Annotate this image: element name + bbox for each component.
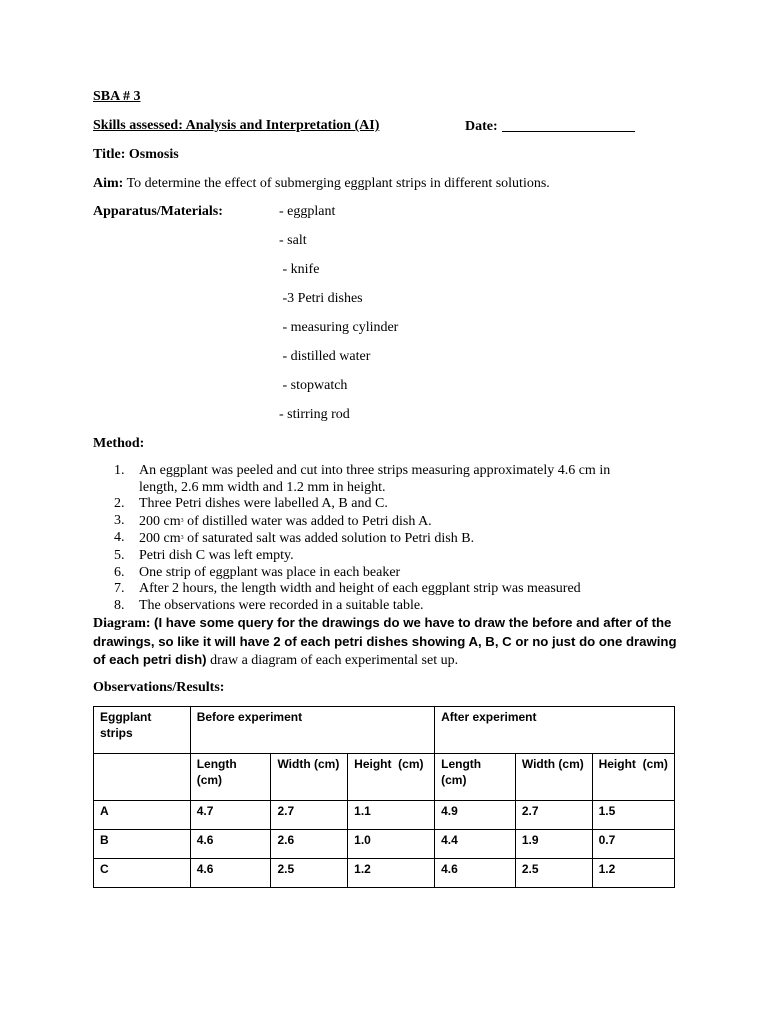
strip-cell: C xyxy=(94,859,191,888)
apparatus-item: - eggplant xyxy=(279,204,336,219)
diagram-query: (I have some query for the drawings do we have to draw the before and after of the drawings, so like it will have 2 of each petri dishes showing A, B, C or no just do one drawing of each petri dish) xyxy=(93,615,677,667)
value-cell: 4.9 xyxy=(435,801,516,830)
step-text: of saturated salt was added solution to Petri dish B. xyxy=(183,531,475,547)
value-cell: 2.7 xyxy=(271,801,348,830)
method-step xyxy=(93,565,693,582)
table-cell-empty xyxy=(94,754,191,801)
skills-label: Skills assessed: Analysis and Interpretation (AI) xyxy=(93,118,380,133)
title-label: Title: xyxy=(93,147,126,162)
value-cell: 1.9 xyxy=(515,830,592,859)
subheader-cell: Width (cm) xyxy=(271,754,348,801)
step-number: 3. xyxy=(114,512,125,528)
step-text: One strip of eggplant was place in each beaker xyxy=(139,564,401,580)
value-cell: 1.2 xyxy=(592,859,674,888)
step-number: 5. xyxy=(114,547,125,563)
date-label: Date: xyxy=(465,119,498,134)
subheader-cell: Height (cm) xyxy=(592,754,674,801)
value-cell: 4.6 xyxy=(435,859,516,888)
value-cell: 2.6 xyxy=(271,830,348,859)
step-text-continued: length, 2.6 mm width and 1.2 mm in height. xyxy=(139,479,386,495)
value-cell: 4.7 xyxy=(190,801,271,830)
superscript: 3 xyxy=(180,517,184,524)
method-step xyxy=(93,581,693,598)
diagram-label: Diagram: xyxy=(93,616,151,631)
method-list xyxy=(93,463,693,614)
method-step xyxy=(93,496,693,513)
value-cell: 0.7 xyxy=(592,830,674,859)
table-row xyxy=(94,801,675,830)
column-header-before: Before experiment xyxy=(190,707,434,754)
apparatus-item: - stopwatch xyxy=(279,378,348,393)
step-number: 7. xyxy=(114,581,125,597)
value-cell: 4.6 xyxy=(190,830,271,859)
title-text: Osmosis xyxy=(128,147,179,162)
method-label: Method: xyxy=(93,436,145,451)
value-cell: 2.5 xyxy=(271,859,348,888)
value-cell: 1.1 xyxy=(348,801,435,830)
method-step xyxy=(93,513,693,531)
diagram-paragraph xyxy=(93,614,683,670)
step-text: 200 cm xyxy=(139,531,181,547)
column-header-strips: Eggplant strips xyxy=(94,707,191,754)
method-step xyxy=(93,463,693,496)
value-cell: 1.2 xyxy=(348,859,435,888)
date-field xyxy=(465,117,635,135)
subheader-cell: Length (cm) xyxy=(190,754,271,801)
table-row xyxy=(94,830,675,859)
apparatus-item: - knife xyxy=(279,262,320,277)
apparatus-item: -3 Petri dishes xyxy=(279,291,363,306)
step-text: The observations were recorded in a suitable table. xyxy=(139,597,424,613)
apparatus-item: - measuring cylinder xyxy=(279,320,399,335)
column-header-after: After experiment xyxy=(435,707,675,754)
apparatus-item: - distilled water xyxy=(279,349,371,364)
aim-line xyxy=(93,175,550,192)
step-text: of distilled water was added to Petri dish A. xyxy=(183,513,432,529)
date-blank-line xyxy=(502,117,635,132)
results-table xyxy=(93,706,675,888)
value-cell: 4.6 xyxy=(190,859,271,888)
step-text: Petri dish C was left empty. xyxy=(139,547,294,563)
value-cell: 2.5 xyxy=(515,859,592,888)
value-cell: 2.7 xyxy=(515,801,592,830)
step-text: After 2 hours, the length width and height of each eggplant strip was measured xyxy=(139,581,581,597)
strip-cell: B xyxy=(94,830,191,859)
observations-label: Observations/Results: xyxy=(93,680,225,695)
aim-text: To determine the effect of submerging eggplant strips in different solutions. xyxy=(126,176,550,191)
strip-cell: A xyxy=(94,801,191,830)
step-number: 1. xyxy=(114,463,125,478)
apparatus-item: - stirring rod xyxy=(279,407,350,422)
step-number: 2. xyxy=(114,496,125,512)
value-cell: 4.4 xyxy=(435,830,516,859)
apparatus-item: - salt xyxy=(279,233,307,248)
method-step xyxy=(93,598,693,615)
sba-number: SBA # 3 xyxy=(93,89,141,104)
diagram-instruction: draw a diagram of each experimental set up. xyxy=(210,653,459,668)
step-text: Three Petri dishes were labelled A, B and C. xyxy=(139,496,388,512)
step-number: 6. xyxy=(114,564,125,580)
value-cell: 1.0 xyxy=(348,830,435,859)
apparatus-label: Apparatus/Materials: xyxy=(93,204,223,219)
aim-label: Aim: xyxy=(93,176,124,191)
step-number: 8. xyxy=(114,597,125,613)
step-text: An eggplant was peeled and cut into three strips measuring approximately 4.6 cm in xyxy=(139,463,611,478)
method-step xyxy=(93,530,693,548)
superscript: 3 xyxy=(180,535,184,542)
table-subheader-row xyxy=(94,754,675,801)
table-row xyxy=(94,859,675,888)
table-header-row xyxy=(94,707,675,754)
method-step xyxy=(93,548,693,565)
subheader-cell: Height (cm) xyxy=(348,754,435,801)
step-number: 4. xyxy=(114,530,125,546)
subheader-cell: Length (cm) xyxy=(435,754,516,801)
skills-assessed xyxy=(93,117,379,134)
value-cell: 1.5 xyxy=(592,801,674,830)
step-text: 200 cm xyxy=(139,513,181,529)
title-line xyxy=(93,146,179,163)
subheader-cell: Width (cm) xyxy=(515,754,592,801)
